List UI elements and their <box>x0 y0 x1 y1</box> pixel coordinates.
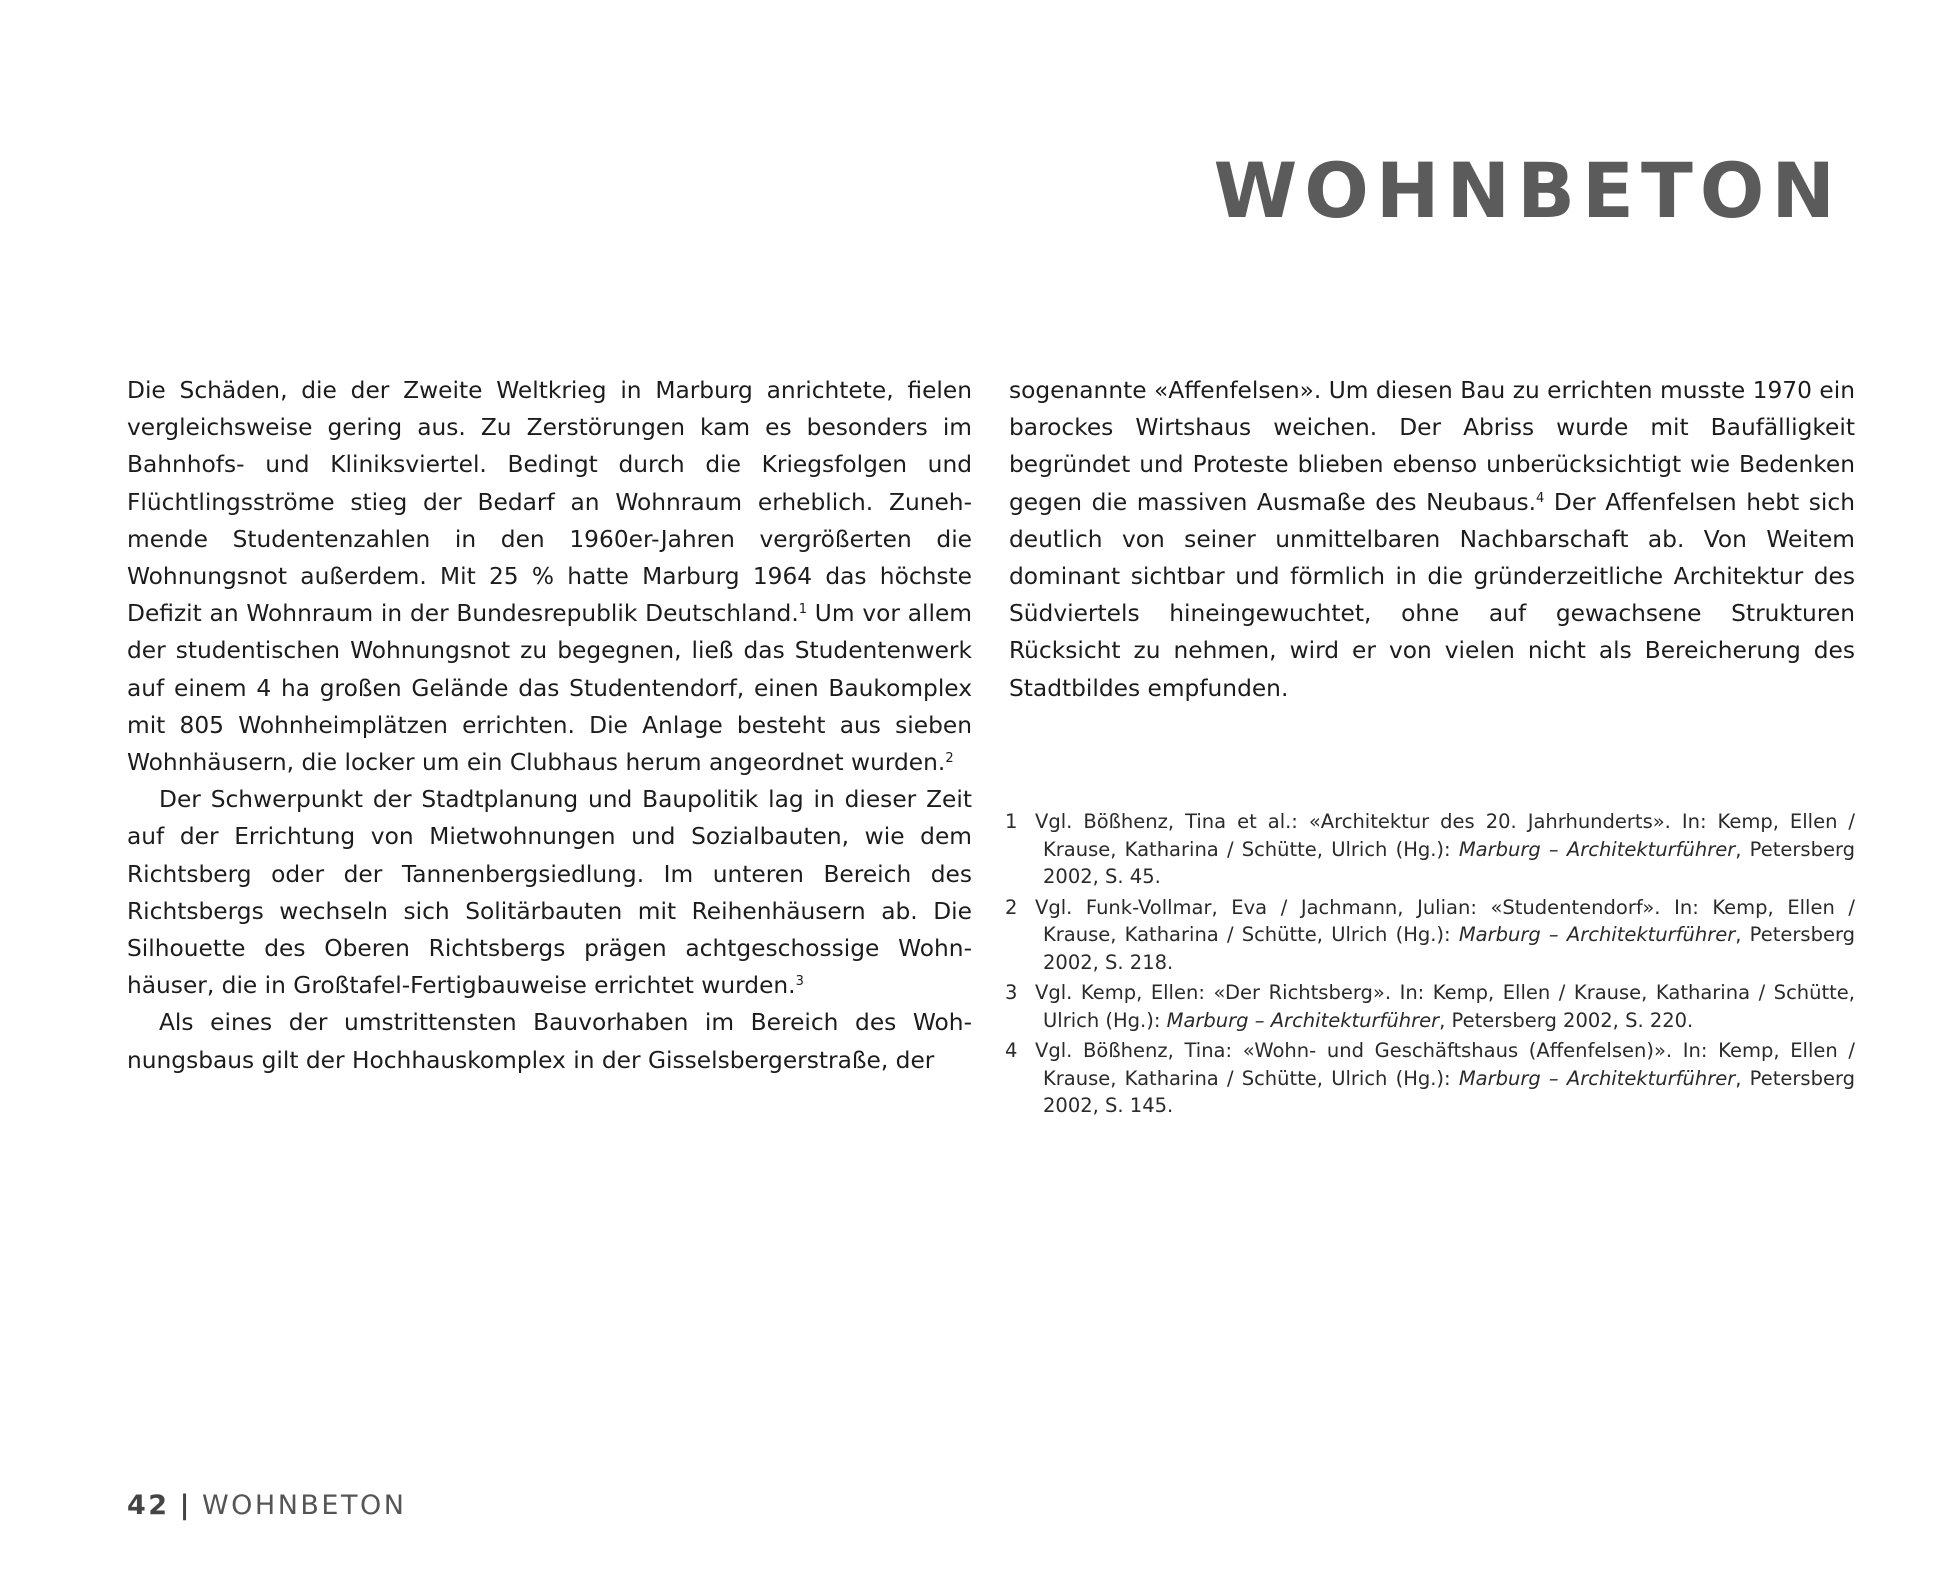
paragraph-2 <box>127 781 972 1004</box>
footnote-book-title: Marburg – Architekturführer <box>1458 923 1736 946</box>
footnote-citation: Vgl. Kemp, Ellen: «Der Richtsberg». In: Kemp, Ellen / Krause, Katharina / Schütte, Ulrich (Hg.): <box>1035 981 1855 1032</box>
page-number: 42 <box>127 1490 170 1521</box>
paragraph-3-text: Als eines der umstrittensten Bauvorhaben im Bereich des Wohnungsbaus gilt der Hochhauskomplex in der Gisselsbergerstraße, der <box>127 1009 972 1074</box>
footnote <box>1005 808 1855 891</box>
body-text-right-column <box>1009 372 1855 707</box>
footnote-citation-end: , Petersberg 2002, S. 45. <box>1043 837 1855 888</box>
footnote-citation-end: , Petersberg 2002, S. 220. <box>1439 1008 1694 1032</box>
footnote-book-title: Marburg – Architekturführer <box>1166 1008 1440 1032</box>
footnote-number: 3 <box>1005 981 1018 1004</box>
footnote-ref-2[interactable]: 2 <box>945 751 954 767</box>
footnote-ref-4[interactable]: 4 <box>1536 490 1545 506</box>
paragraph-3-continued <box>1009 372 1855 707</box>
page-title: WOHNBETON <box>1213 145 1842 235</box>
footnote-ref-3[interactable]: 3 <box>795 974 804 990</box>
paragraph-1-text-continued: Um vor allem der studentischen Wohnungsnot zu begegnen, ließ das Studentenwerk auf einem 4 ha großen Gelände das Studentendorf, einen Baukomplex mit 805 Wohnheimplätzen errichten. Die Anlage besteht aus sieben Wohnhäusern, die locker um ein Clubhaus herum angeordnet wurden. <box>127 600 972 777</box>
footnote-text <box>1035 808 1855 891</box>
footnote-text <box>1035 1037 1855 1120</box>
footnote <box>1005 894 1855 977</box>
body-text-left-column <box>127 372 972 1079</box>
footnote-text <box>1035 979 1855 1034</box>
footnote-citation: Vgl. Bößhenz, Tina et al.: «Architektur des 20. Jahrhunderts». In: Kemp, Ellen / Krause, Katharina / Schütte, Ulrich (Hg.): <box>1035 810 1855 861</box>
footer-separator: | <box>179 1490 192 1521</box>
paragraph-1 <box>127 372 972 781</box>
footnote <box>1005 1037 1855 1120</box>
footnote-number: 1 <box>1005 810 1018 833</box>
footnote-number: 2 <box>1005 895 1018 919</box>
paragraph-3-continued-text-end: Der Affenfelsen hebt sich deutlich von seiner unmittelbaren Nachbarschaft ab. Von Weitem dominant sichtbar und förmlich in die gründerzeitliche Architektur des Südviertels hineingewuchtet, ohne auf gewachsene Strukturen Rücksicht zu nehmen, wird er von vielen nicht als Bereicherung des Stadtbildes empfunden. <box>1009 488 1855 702</box>
footnote <box>1005 979 1855 1034</box>
footnote-book-title: Marburg – Architekturführer <box>1458 837 1736 861</box>
paragraph-2-text: Der Schwerpunkt der Stadtplanung und Baupolitik lag in dieser Zeit auf der Errichtung von Mietwohnungen und Sozialbauten, wie dem Richtsberg oder der Tannenbergsiedlung. Im unteren Bereich des Richtsbergs wechseln sich Solitärbauten mit Reihenhäusern ab. Die Silhouette des Oberen Richtsbergs prägen achtgeschossige Wohnhäuser, die in Großtafel-Fertigbauweise errichtet wurden. <box>127 786 972 1000</box>
footnote-citation: Vgl. Bößhenz, Tina: «Wohn- und Geschäftshaus (Affenfelsen)». In: Kemp, Ellen / Krause, Katharina / Schütte, Ulrich (Hg.): <box>1035 1039 1855 1090</box>
footnote-ref-1[interactable]: 1 <box>798 602 808 618</box>
paragraph-3 <box>127 1004 972 1078</box>
footnote-number: 4 <box>1005 1039 1018 1062</box>
footnote-book-title: Marburg – Architekturführer <box>1458 1066 1736 1090</box>
footnote-citation-end: , Petersberg 2002, S. 218. <box>1043 923 1855 974</box>
paragraph-3-continued-text: sogenannte «Affenfelsen». Um diesen Bau zu errichten musste 1970 ein barockes Wirtshaus weichen. Der Abriss wurde mit Baufälligkeit begründet und Proteste blieben ebenso unberücksichtigt wie Bedenken gegen die massiven Ausmaße des Neubaus. <box>1009 377 1855 516</box>
footer-section-title: WOHNBETON <box>201 1490 407 1521</box>
footnote-citation-end: , Petersberg 2002, S. 145. <box>1043 1066 1855 1117</box>
footnote-text <box>1035 894 1855 977</box>
footnotes <box>1005 808 1855 1123</box>
page-footer <box>127 1490 406 1521</box>
footnote-citation: Vgl. Funk-Vollmar, Eva / Jachmann, Julian: «Studentendorf». In: Kemp, Ellen / Krause, Katharina / Schütte, Ulrich (Hg.): <box>1035 895 1855 946</box>
paragraph-1-text: Die Schäden, die der Zweite Weltkrieg in Marburg anrichtete, fielen vergleichsweise gering aus. Zu Zerstörungen kam es besonders im Bahnhofs- und Kliniksviertel. Bedingt durch die Kriegsfolgen und Flüchtlingsströme stieg der Bedarf an Wohnraum erheblich. Zunehmende Studentenzahlen in den 1960er-Jahren vergrößerten die Wohnungsnot außerdem. Mit 25 % hatte Marburg 1964 das höchste Defizit an Wohnraum in der Bundesrepublik Deutschland. <box>127 377 972 628</box>
